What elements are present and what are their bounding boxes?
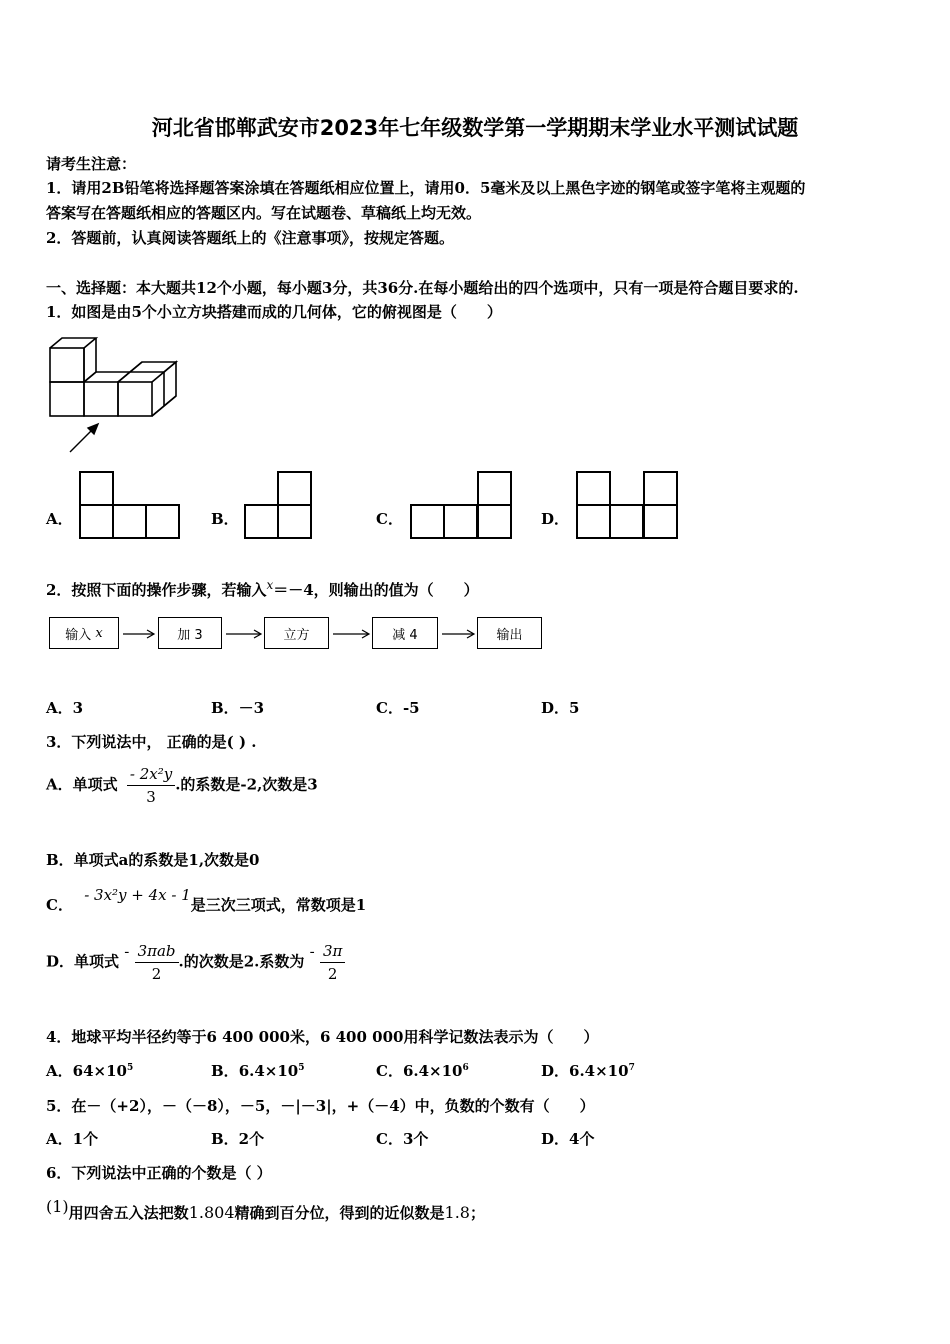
q6-stem: 6．下列说法中正确的个数是（ ） [46, 1164, 272, 1182]
flow-box-input: 输入 x [49, 617, 119, 649]
q1-stem: 1．如图是由5个小立方块搭建而成的几何体，它的俯视图是（ ） [46, 303, 502, 321]
q5-stem: 5．在－（+2），－（－8），－5，－|－3|，+（－4）中，负数的个数有（ ） [46, 1097, 595, 1115]
q3-option-a[interactable]: A．单项式 $\frac{\text{- 2x²y}}{3}$ .的系数是-2,次数是3 [46, 765, 318, 806]
q3-option-d[interactable]: D．单项式 - $\frac{\text{3πab}}{2}$ .的次数是2.系数为 - $\frac{3\pi}{2}$ [46, 942, 345, 983]
q4-option-c[interactable]: C．$6.4\times 10^6$ [376, 1062, 469, 1080]
flow-box-output: 输出 [477, 617, 542, 649]
q5-option-a[interactable]: A．1个 [46, 1130, 99, 1148]
notice-heading: 请考生注意： [46, 155, 137, 173]
q4-option-d[interactable]: D．$6.4\times 10^7$ [541, 1062, 635, 1080]
q2-option-c[interactable]: C．-5 [376, 699, 420, 717]
q6-item-1: (1)用四舍五入法把数1.804精确到百分位，得到的近似数是1.8； [46, 1197, 485, 1222]
q2-stem: 2．按照下面的操作步骤，若输入$^x$＝－4，则输出的值为（ ） [46, 578, 479, 599]
flow-box-sub4: 减 4 [372, 617, 438, 649]
q4-option-b[interactable]: B．$6.4\times 10^5$ [211, 1062, 305, 1080]
q5-option-d[interactable]: D．4个 [541, 1130, 595, 1148]
q2-option-a[interactable]: A．3 [46, 699, 84, 717]
cube-solid-figure [40, 332, 200, 458]
section-heading: 一、选择题：本大题共12个小题，每小题3分，共36分.在每小题给出的四个选项中，只有一项是符合题目要求的. [46, 279, 799, 297]
q1-option-d-label[interactable]: D． [541, 510, 570, 528]
q1-option-a-label[interactable]: A． [46, 510, 73, 528]
q3-option-b[interactable]: B．单项式a的系数是1,次数是0 [46, 851, 260, 869]
page-title: 河北省邯郸武安市2023年七年级数学第一学期期末学业水平测试试题 [151, 116, 799, 140]
q1-option-c-label[interactable]: C． [376, 510, 403, 528]
q1-option-b-label[interactable]: B． [211, 510, 239, 528]
q3-option-c[interactable]: C． - 3x²y + 4x - 1是三次三项式，常数项是1 [46, 886, 367, 914]
q2-option-d[interactable]: D．5 [541, 699, 580, 717]
notice-item1-line2: 答案写在答题纸相应的答题区内。写在试题卷、草稿纸上均无效。 [46, 204, 482, 222]
q4-option-a[interactable]: A．$64\times 10^5$ [46, 1062, 134, 1080]
flow-box-add3: 加 3 [158, 617, 222, 649]
notice-item1-line1: 1．请用2B铅笔将选择题答案涂填在答题纸相应位置上，请用0．5毫米及以上黑色字迹的钢笔或签字笔将主观题的 [46, 179, 806, 197]
q4-stem: 4．地球平均半径约等于6 400 000米，6 400 000用科学记数法表示为（ ） [46, 1028, 599, 1046]
q3-stem: 3．下列说法中， 正确的是( ) . [46, 733, 257, 751]
q5-option-c[interactable]: C．3个 [376, 1130, 429, 1148]
notice-item2: 2．答题前，认真阅读答题纸上的《注意事项》，按规定答题。 [46, 229, 454, 247]
q5-option-b[interactable]: B．2个 [211, 1130, 265, 1148]
flow-arrows [119, 624, 479, 644]
flow-box-cube: 立方 [264, 617, 329, 649]
q2-option-b[interactable]: B．－3 [211, 699, 265, 717]
